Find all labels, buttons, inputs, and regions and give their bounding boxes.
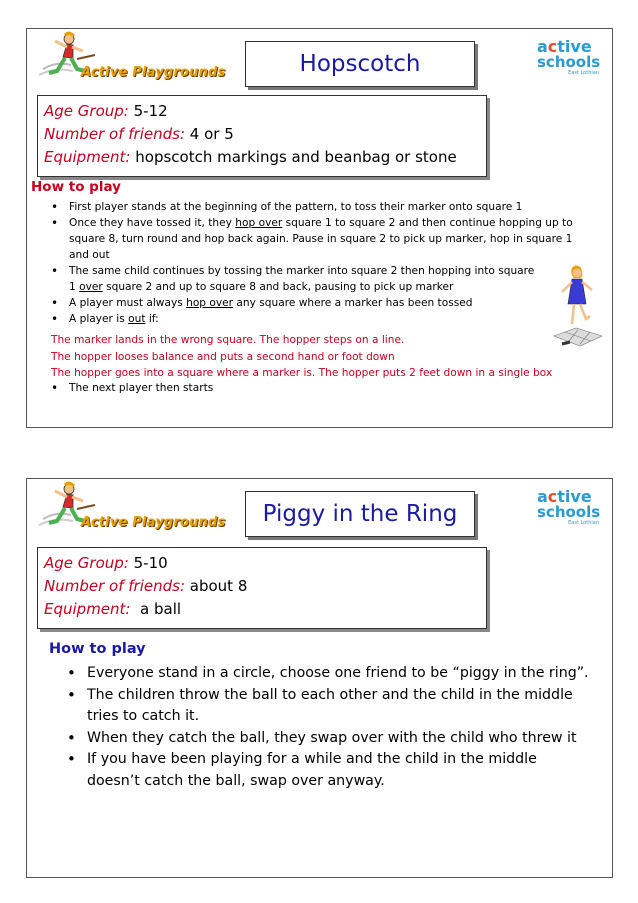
out-conditions	[51, 332, 601, 382]
friends-value: 4 or 5	[189, 125, 234, 143]
list-item	[45, 295, 575, 311]
active-schools-logo	[537, 39, 605, 85]
step-underline: hop over	[235, 217, 283, 229]
steps-list	[63, 663, 593, 792]
step-text: square 1 to square 2 and then continue hopping up to square 8, turn round and hop back again. Pause in square 2 to pick up marker, hop in square 1 and out	[69, 217, 573, 261]
age-value: 5-12	[133, 102, 168, 120]
final-step-list	[45, 380, 213, 396]
how-to-play-heading: How to play	[49, 641, 146, 657]
age-group-line	[44, 100, 480, 123]
how-to-play-heading: How to play	[31, 179, 121, 195]
step-text: The next player then starts	[69, 382, 214, 394]
list-item: • When they catch the ball, they swap over with the child who threw it	[63, 728, 593, 750]
equipment-label: Equipment:	[44, 600, 131, 618]
step-text: if:	[145, 313, 159, 325]
title-box	[245, 491, 475, 537]
hopscotch-girl-icon	[550, 264, 604, 354]
piggy-in-the-ring-card	[26, 478, 613, 878]
brand-a: a	[537, 487, 548, 506]
info-box	[37, 547, 487, 629]
list-item	[45, 311, 575, 327]
brand-ring: c	[547, 487, 558, 506]
page-title: Piggy in the Ring	[262, 501, 458, 527]
step-text: The same child continues by tossing the marker into square 2 then hopping into square 1	[69, 265, 535, 293]
out-condition: The marker lands in the wrong square. The hopper steps on a line.	[51, 334, 405, 346]
list-item	[45, 380, 213, 396]
list-item: • If you have been playing for a while and the child in the middle doesn’t catch the ball, swap over anyway.	[63, 749, 593, 792]
brand-rest: tive	[557, 37, 592, 56]
hopscotch-card	[26, 28, 613, 428]
step-underline: out	[128, 313, 146, 325]
page-title: Hopscotch	[299, 51, 421, 77]
brand-sub: East Lothian	[568, 70, 599, 76]
active-playgrounds-logo	[37, 481, 237, 539]
age-label: Age Group:	[44, 102, 129, 120]
equipment-line	[44, 598, 480, 621]
equipment-value: a ball	[135, 600, 182, 618]
brand-sub: East Lothian	[568, 520, 599, 526]
list-item	[45, 199, 575, 215]
out-condition: The hopper looses balance and puts a second hand or foot down	[51, 350, 395, 363]
list-item	[45, 215, 575, 263]
title-box	[245, 41, 475, 87]
brand-rest: tive	[557, 487, 592, 506]
step-text: First player stands at the beginning of the pattern, to toss their marker onto square 1	[69, 201, 523, 213]
equipment-line	[44, 146, 480, 169]
friends-value: about 8	[189, 577, 248, 595]
step-text: any square where a marker has been tossed	[233, 297, 473, 309]
brand-word: schools	[537, 53, 601, 71]
list-item	[45, 263, 539, 295]
equipment-label: Equipment:	[44, 148, 131, 166]
age-group-line	[44, 552, 480, 575]
equipment-value: hopscotch markings and beanbag or stone	[135, 148, 457, 166]
friends-label: Number of friends:	[44, 577, 185, 595]
brand-ring: c	[547, 37, 558, 56]
active-playgrounds-logo	[37, 31, 237, 89]
brand-a: a	[537, 37, 548, 56]
info-box	[37, 95, 487, 177]
steps-list	[45, 199, 575, 327]
step-text: Once they have tossed it, they	[69, 217, 236, 229]
logo-text: Active Playgrounds	[81, 65, 226, 80]
age-label: Age Group:	[44, 554, 129, 572]
friends-line	[44, 123, 480, 146]
list-item: • The children throw the ball to each other and the child in the middle tries to catch it.	[63, 685, 593, 728]
friends-label: Number of friends:	[44, 125, 185, 143]
logo-text: Active Playgrounds	[81, 515, 226, 530]
step-text: A player is	[69, 313, 129, 325]
list-item: • Everyone stand in a circle, choose one friend to be “piggy in the ring”.	[63, 663, 593, 685]
age-value: 5-10	[133, 554, 168, 572]
step-text: A player must always	[69, 297, 187, 309]
out-condition: The hopper goes into a square where a marker is. The hopper puts 2 feet down in a single box	[51, 367, 553, 379]
brand-word: schools	[537, 503, 601, 521]
step-text: square 2 and up to square 8 and back, pausing to pick up marker	[102, 281, 454, 293]
active-schools-logo	[537, 489, 605, 535]
friends-line	[44, 575, 480, 598]
step-underline: hop over	[186, 297, 234, 309]
step-underline: over	[79, 281, 103, 293]
